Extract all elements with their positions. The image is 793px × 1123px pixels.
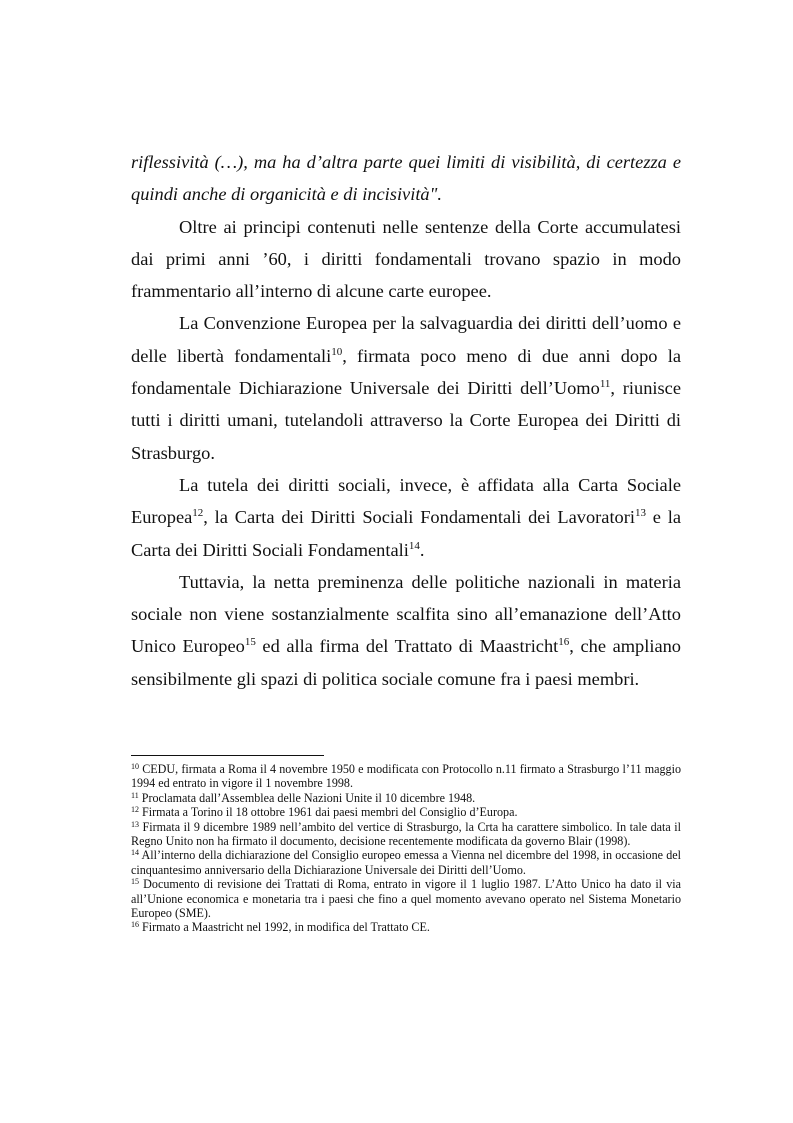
paragraph-convenzione: La Convenzione Europea per la salvaguardia dei diritti dell’uomo e delle libertà fondamentali$^{10}$, firmata poco meno di due anni dopo la fondamentale Dichiarazione Universale dei Diritti dell’Uomo$^{11}$, riunisce tutti i diritti umani, tutelandoli attraverso la Corte Europea dei Diritti di Strasburgo. — [131, 313, 681, 463]
footnote-11: $^{11}$ Proclamata dall’Assemblea delle Nazioni Unite il 10 dicembre 1948. — [131, 790, 476, 805]
footnote-ref-16[interactable]: 16 — [558, 636, 570, 649]
footnote-ref-12[interactable]: 12 — [192, 507, 204, 520]
paragraph-quote-continuation: riflessività (…), ma ha d’altra parte quei limiti di visibilità, di certezza e quindi anche di organicità e di incisività". — [131, 152, 681, 205]
footnote-separator — [131, 755, 324, 756]
footnote-ref-15[interactable]: 15 — [244, 636, 256, 649]
footnote-10: $^{10}$ CEDU, firmata a Roma il 4 novembre 1950 e modificata con Protocollo n.11 firmato a Strasburgo l’11 maggio 1994 ed entrato in vigore il 1 novembre 1998. — [131, 762, 681, 791]
footnote-14: $^{14}$ All’interno della dichiarazione del Consiglio europeo emessa a Vienna nel dicembre del 1998, in occasione del cinquantesimo anniversario della Dichiarazione Universale dei Diritti dell’Uomo. — [131, 848, 681, 877]
footnote-13: $^{13}$ Firmata il 9 dicembre 1989 nell’ambito del vertice di Strasburgo, la Crta ha carattere simbolico. In tale data il Regno Unito non ha firmato il documento, decisione recentemente modificata da governo Blair (1998). — [131, 819, 681, 849]
body-text — [131, 146, 681, 695]
paragraph-tuttavia: Tuttavia, la netta preminenza delle politiche nazionali in materia sociale non viene sostanzialmente scalfita sino all’emanazione dell’Atto Unico Europeo$^{15}$ ed alla firma del Trattato di Maastricht$^{16}$, che ampliano sensibilmente gli spazi di politica sociale comune fra i paesi membri. — [131, 571, 681, 689]
paragraph-tutela: La tutela dei diritti sociali, invece, è affidata alla Carta Sociale Europea$^{12}$, la Carta dei Diritti Sociali Fondamentali dei Lavoratori$^{13}$ e la Carta dei Diritti Sociali Fondamentali$^{14}$. — [131, 474, 681, 560]
footnote-16: $^{16}$ Firmato a Maastricht nel 1992, in modifica del Trattato CE. — [131, 920, 430, 935]
footnotes — [131, 762, 681, 935]
footnote-ref-10[interactable]: 10 — [331, 345, 343, 358]
paragraph-principi: Oltre ai principi contenuti nelle sentenze della Corte accumulatesi dai primi anni ’60, i diritti fondamentali trovano spazio in modo frammentario all’interno di alcune carte europee. — [131, 216, 681, 302]
footnote-12: $^{12}$ Firmata a Torino il 18 ottobre 1961 dai paesi membri del Consiglio d’Europa. — [131, 805, 518, 820]
footnote-ref-14[interactable]: 14 — [408, 539, 420, 552]
footnote-ref-13[interactable]: 13 — [634, 507, 646, 520]
footnote-15: $^{15}$ Documento di revisione dei Trattati di Roma, entrato in vigore il 1 luglio 1987. L’Atto Unico ha dato il via all’Unione economica e monetaria tra i paesi che fino a quel momento avevano operato nel Sistema Monetario Europeo (SME). — [131, 877, 681, 921]
footnote-ref-11[interactable]: 11 — [599, 378, 611, 391]
